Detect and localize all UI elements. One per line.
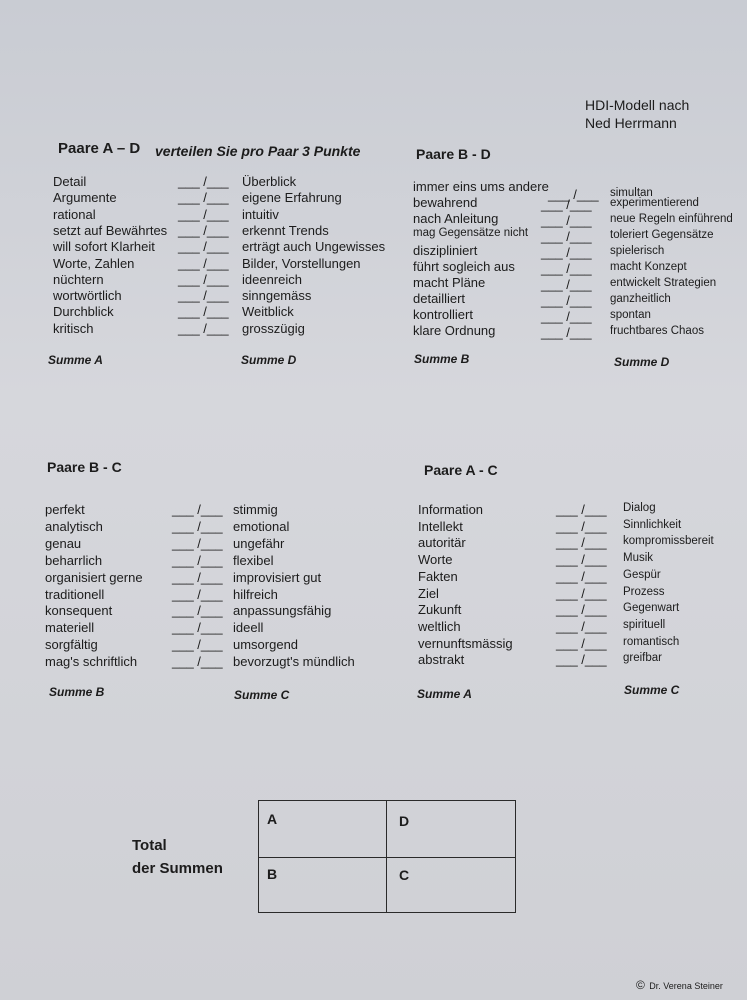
model-title: [585, 96, 689, 132]
section-ac-score-blank[interactable]: ___ /___: [556, 585, 607, 601]
section-bc-left-item: materiell: [45, 620, 95, 636]
section-bc-right-item: stimmig: [233, 502, 278, 517]
section-bd-sum-right: Summe D: [614, 355, 670, 369]
section-bc-right-item: improvisiert gut: [233, 569, 322, 585]
section-ad-score-blank[interactable]: ___ /___: [178, 239, 229, 255]
section-ad-right-item: Weitblick: [242, 304, 294, 320]
section-bd-score-blank[interactable]: ___ /___: [541, 261, 592, 277]
section-bd-right-item: fruchtbares Chaos: [610, 325, 704, 338]
section-ad-score-blank[interactable]: ___ /___: [178, 206, 229, 222]
section-ac-score-blank[interactable]: ___ /___: [556, 602, 607, 618]
model-title-line1: HDI-Modell nach: [585, 97, 690, 113]
section-ac-score-blank[interactable]: ___ /___: [556, 635, 607, 651]
section-bc-left-item: genau: [45, 535, 82, 551]
section-bc-left-item: mag's schriftlich: [45, 654, 138, 670]
totals-cell-a[interactable]: A: [267, 811, 278, 827]
section-ac-right-item: spirituell: [623, 618, 666, 631]
section-ad-right-item: intuitiv: [242, 206, 279, 222]
section-ac-right-item: Dialog: [623, 502, 656, 514]
section-bc-score-blank[interactable]: ___ /___: [172, 637, 223, 653]
section-bd-score-blank[interactable]: ___ /___: [541, 213, 592, 229]
section-ac-right-item: romantisch: [623, 635, 680, 648]
section-ad-score-blank[interactable]: ___ /___: [178, 271, 229, 287]
section-bd-right-item: toleriert Gegensätze: [610, 229, 714, 242]
section-bd-score-blank[interactable]: ___ /___: [548, 187, 599, 203]
section-bd-score-blank[interactable]: ___ /___: [541, 245, 592, 261]
section-ad-score-blank[interactable]: ___ /___: [178, 190, 229, 206]
section-bd-right-item: neue Regeln einführend: [610, 213, 733, 226]
section-ad-left-item: Argumente: [53, 190, 117, 206]
section-bc-score-blank[interactable]: ___ /___: [172, 603, 223, 619]
model-title-line2: Ned Herrmann: [585, 115, 677, 131]
section-ac-left-item: Fakten: [418, 568, 458, 584]
section-ac-score-blank[interactable]: ___ /___: [556, 568, 607, 584]
section-ac-left-item: Information: [418, 502, 484, 517]
section-bc-title: Paare B - C: [47, 459, 122, 475]
section-bc-score-blank[interactable]: ___ /___: [172, 552, 223, 568]
section-ad-left-item: will sofort Klarheit: [53, 239, 155, 255]
section-ac-score-blank[interactable]: ___ /___: [556, 535, 607, 551]
section-bd-right-item: simultan: [610, 187, 653, 200]
section-ad-score-blank[interactable]: ___ /___: [178, 304, 229, 320]
section-bc-left-item: traditionell: [45, 586, 105, 602]
section-bc-score-blank[interactable]: ___ /___: [172, 654, 223, 670]
totals-cell-d[interactable]: D: [399, 813, 410, 829]
section-bd-score-blank[interactable]: ___ /___: [541, 229, 592, 245]
section-ac-sum-right: Summe C: [624, 683, 680, 697]
section-bd-left-item: bewahrend: [413, 195, 478, 210]
grid-divider-horizontal: [259, 857, 515, 858]
section-bd-left-item: führt sogleich aus: [413, 259, 515, 274]
section-bd-left-item: nach Anleitung: [413, 211, 499, 226]
section-ad-left-item: wortwörtlich: [53, 288, 122, 304]
section-ad-right-item: eigene Erfahrung: [242, 190, 342, 206]
section-ad-title: Paare A – D: [58, 140, 141, 157]
section-bc-score-blank[interactable]: ___ /___: [172, 569, 223, 585]
section-ad-left-item: Detail: [53, 174, 87, 189]
section-ad-score-blank[interactable]: ___ /___: [178, 174, 229, 189]
section-bd-left-item: diszipliniert: [413, 243, 478, 258]
totals-grid: [258, 800, 516, 913]
section-ad-score-blank[interactable]: ___ /___: [178, 222, 229, 238]
section-bd-left-item: kontrolliert: [413, 307, 473, 322]
section-ad-right-item: sinngemäss: [242, 288, 312, 304]
section-bc-left-item: analytisch: [45, 518, 103, 534]
section-ad-right-item: grosszügig: [242, 320, 305, 336]
section-ac-sum-left: Summe A: [417, 687, 472, 701]
section-ad-right-item: Bilder, Vorstellungen: [242, 255, 361, 271]
section-bc-score-blank[interactable]: ___ /___: [172, 620, 223, 636]
section-ac-right-item: Gegenwart: [623, 602, 680, 615]
section-bc-right-item: anpassungsfähig: [233, 603, 332, 619]
section-bd-left-item: immer eins ums andere: [413, 179, 549, 194]
section-ac-left-item: Intellekt: [418, 518, 463, 534]
section-ac-left-item: abstrakt: [418, 652, 465, 668]
section-ac-title: Paare A - C: [424, 462, 498, 478]
section-ad-score-blank[interactable]: ___ /___: [178, 255, 229, 271]
section-ac-left-item: autoritär: [418, 535, 466, 551]
section-bd-right-item: spielerisch: [610, 245, 665, 258]
section-bd-left-item: detailliert: [413, 291, 466, 306]
section-bd-left-item: klare Ordnung: [413, 323, 496, 338]
section-ac-score-blank[interactable]: ___ /___: [556, 502, 607, 517]
section-ad-left-item: kritisch: [53, 320, 94, 336]
section-bc-right-item: hilfreich: [233, 586, 278, 602]
section-ad-left-item: Durchblick: [53, 304, 114, 320]
section-bc-left-item: sorgfältig: [45, 637, 98, 653]
section-bd-score-blank[interactable]: ___ /___: [541, 309, 592, 325]
section-ad-left-item: nüchtern: [53, 271, 104, 287]
section-bc-score-blank[interactable]: ___ /___: [172, 586, 223, 602]
copyright-text: Dr. Verena Steiner: [649, 981, 723, 991]
section-bc-left-item: perfekt: [45, 502, 85, 517]
section-bc-left-item: beharrlich: [45, 552, 103, 568]
section-bc-right-item: flexibel: [233, 552, 274, 568]
section-ad-right-item: Überblick: [242, 174, 297, 189]
section-bc-right-item: ungefähr: [233, 535, 285, 551]
section-ad-sum-right: Summe D: [241, 353, 297, 367]
section-ac-right-item: Sinnlichkeit: [623, 518, 682, 531]
section-bc-right-item: ideell: [233, 620, 264, 636]
section-bd-right-item: entwickelt Strategien: [610, 277, 717, 290]
section-bc-right-item: umsorgend: [233, 637, 299, 653]
section-ad-right-item: erkennt Trends: [242, 222, 329, 238]
totals-label: [132, 834, 223, 880]
section-ac-score-blank[interactable]: ___ /___: [556, 518, 607, 534]
section-ac-score-blank[interactable]: ___ /___: [556, 552, 607, 568]
section-ac-left-item: Worte: [418, 552, 453, 568]
section-ac-right-item: Gespür: [623, 568, 661, 581]
section-bd-title: Paare B - D: [416, 146, 491, 162]
section-bc-score-blank[interactable]: ___ /___: [172, 518, 223, 534]
section-bd-score-blank[interactable]: ___ /___: [541, 197, 592, 213]
section-bd-score-blank[interactable]: ___ /___: [541, 325, 592, 341]
section-bc-sum-right: Summe C: [234, 688, 290, 702]
section-bd-right-item: ganzheitlich: [610, 293, 671, 306]
section-ad-left-item: Worte, Zahlen: [53, 255, 135, 271]
section-ad-right-item: erträgt auch Ungewisses: [242, 239, 386, 255]
section-bc-sum-left: Summe B: [49, 685, 105, 699]
section-bd-left-item: mag Gegensätze nicht: [413, 227, 529, 239]
section-ad-score-blank[interactable]: ___ /___: [178, 320, 229, 336]
section-bc-left-item: organisiert gerne: [45, 569, 143, 585]
section-ad-score-blank[interactable]: ___ /___: [178, 288, 229, 304]
section-ac-score-blank[interactable]: ___ /___: [556, 652, 607, 668]
section-ac-right-item: Musik: [623, 552, 654, 565]
section-bc-right-item: emotional: [233, 518, 290, 534]
section-ac-left-item: vernunftsmässig: [418, 635, 513, 651]
section-bd-sum-left: Summe B: [414, 352, 470, 366]
instruction-text: verteilen Sie pro Paar 3 Punkte: [155, 143, 361, 159]
section-bd-left-item: macht Pläne: [413, 275, 486, 290]
section-bc-left-item: konsequent: [45, 603, 113, 619]
section-bd-right-item: experimentierend: [610, 197, 699, 210]
totals-cell-c[interactable]: C: [399, 867, 410, 883]
section-bd-score-blank[interactable]: ___ /___: [541, 277, 592, 293]
totals-cell-b[interactable]: B: [267, 866, 278, 882]
section-ac-left-item: Ziel: [418, 585, 439, 601]
section-ad-right-item: ideenreich: [242, 271, 302, 287]
copyright-icon: ©: [636, 978, 645, 992]
copyright-note: [636, 976, 723, 994]
totals-label-line2: der Summen: [132, 860, 223, 877]
section-ac-right-item: greifbar: [623, 652, 662, 665]
section-bd-right-item: spontan: [610, 309, 651, 322]
section-bc-score-blank[interactable]: ___ /___: [172, 535, 223, 551]
section-ac-score-blank[interactable]: ___ /___: [556, 618, 607, 634]
section-bc-right-item: bevorzugt's mündlich: [233, 654, 355, 670]
section-bc-score-blank[interactable]: ___ /___: [172, 502, 223, 517]
section-ac-left-item: Zukunft: [418, 602, 462, 618]
section-ad-sum-left: Summe A: [48, 353, 103, 367]
section-bd-right-item: macht Konzept: [610, 261, 687, 274]
section-ad-left-item: rational: [53, 206, 96, 222]
section-bd-score-blank[interactable]: ___ /___: [541, 293, 592, 309]
section-ad-left-item: setzt auf Bewährtes: [53, 222, 168, 238]
section-ac-left-item: weltlich: [418, 618, 461, 634]
section-ac-right-item: Prozess: [623, 585, 665, 598]
section-ac-right-item: kompromissbereit: [623, 535, 714, 548]
totals-label-line1: Total: [132, 837, 167, 854]
